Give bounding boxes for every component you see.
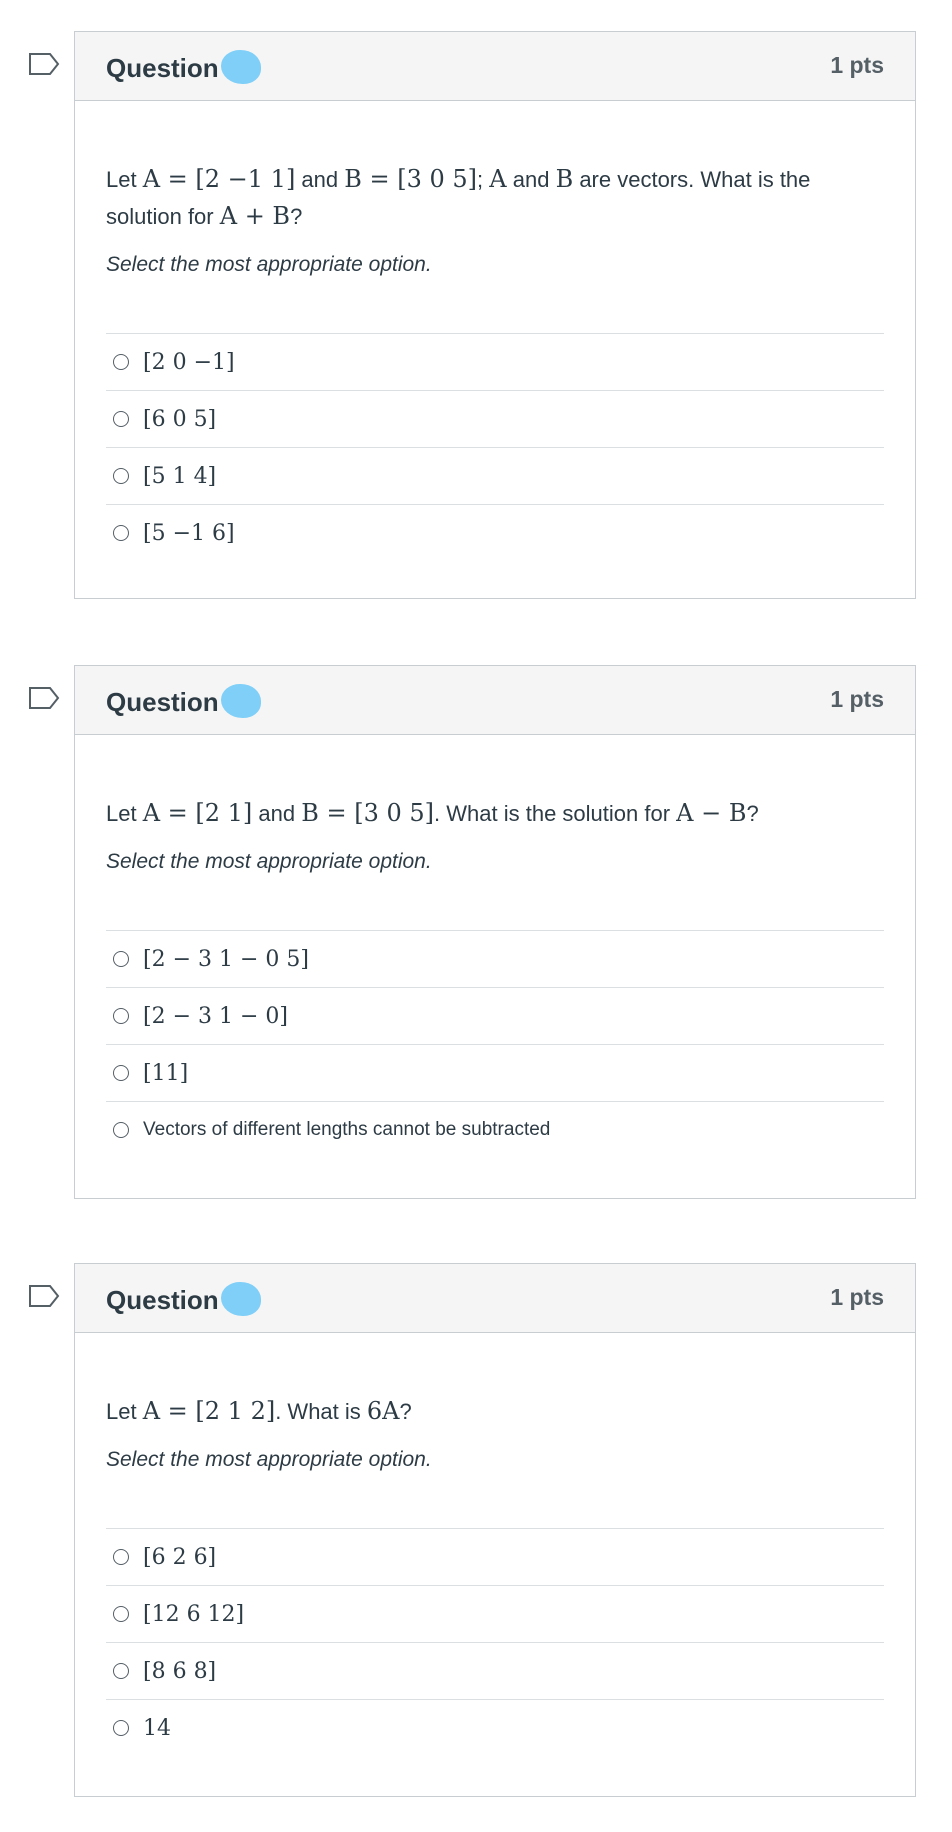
question-card: [74, 1263, 916, 1797]
answer-option[interactable]: [8 6 8]: [106, 1643, 884, 1700]
radio-button[interactable]: [113, 411, 129, 427]
question-points: 1 pts: [830, 52, 884, 78]
radio-button[interactable]: [113, 951, 129, 967]
radio-button[interactable]: [113, 1663, 129, 1679]
radio-button[interactable]: [113, 525, 129, 541]
question-header: [75, 1264, 915, 1333]
answer-option[interactable]: [6 2 6]: [106, 1529, 884, 1586]
question-body: [75, 735, 915, 1186]
question-prompt: Let A = [2 1 2]. What is 6A?: [106, 1397, 412, 1425]
radio-button[interactable]: [113, 354, 129, 370]
radio-button[interactable]: [113, 1549, 129, 1565]
answer-list: [106, 1528, 884, 1784]
redacted-number: [221, 684, 261, 718]
question-title: Question: [106, 50, 261, 84]
radio-button[interactable]: [113, 1122, 129, 1138]
question-instruction: Select the most appropriate option.: [106, 1448, 432, 1471]
answer-option[interactable]: [5 −1 6]: [106, 505, 884, 561]
answer-list: [106, 930, 884, 1186]
radio-button[interactable]: [113, 1720, 129, 1736]
answer-option[interactable]: [2 − 3 1 − 0]: [106, 988, 884, 1045]
radio-button[interactable]: [113, 1606, 129, 1622]
question-prompt: Let A = [2 1] and B = [3 0 5]. What is the solution for A − B?: [106, 799, 759, 827]
question-instruction: Select the most appropriate option.: [106, 850, 432, 873]
question-card: [74, 31, 916, 599]
radio-button[interactable]: [113, 1008, 129, 1024]
question-body: [75, 101, 915, 589]
question-title: Question: [106, 1282, 261, 1316]
redacted-number: [221, 50, 261, 84]
answer-option[interactable]: [12 6 12]: [106, 1586, 884, 1643]
answer-option[interactable]: 14: [106, 1700, 884, 1756]
flag-question-icon[interactable]: [28, 1284, 60, 1308]
answer-list: [106, 333, 884, 589]
answer-option[interactable]: [2 − 3 1 − 0 5]: [106, 931, 884, 988]
question-header: [75, 32, 915, 101]
flag-question-icon[interactable]: [28, 686, 60, 710]
question-card: [74, 665, 916, 1199]
flag-question-icon[interactable]: [28, 52, 60, 76]
answer-option[interactable]: [5 1 4]: [106, 448, 884, 505]
answer-option[interactable]: Vectors of different lengths cannot be subtracted: [106, 1102, 884, 1158]
question-title: Question: [106, 684, 261, 718]
question-points: 1 pts: [830, 686, 884, 712]
answer-option[interactable]: [11]: [106, 1045, 884, 1102]
question-instruction: Select the most appropriate option.: [106, 253, 432, 276]
answer-option[interactable]: [6 0 5]: [106, 391, 884, 448]
radio-button[interactable]: [113, 468, 129, 484]
question-header: [75, 666, 915, 735]
answer-option[interactable]: [2 0 −1]: [106, 334, 884, 391]
redacted-number: [221, 1282, 261, 1316]
question-body: [75, 1333, 915, 1784]
question-points: 1 pts: [830, 1284, 884, 1310]
radio-button[interactable]: [113, 1065, 129, 1081]
question-prompt: Let A = [2 −1 1] and B = [3 0 5]; A and B are vectors. What is the solution for A + B?: [106, 165, 811, 230]
